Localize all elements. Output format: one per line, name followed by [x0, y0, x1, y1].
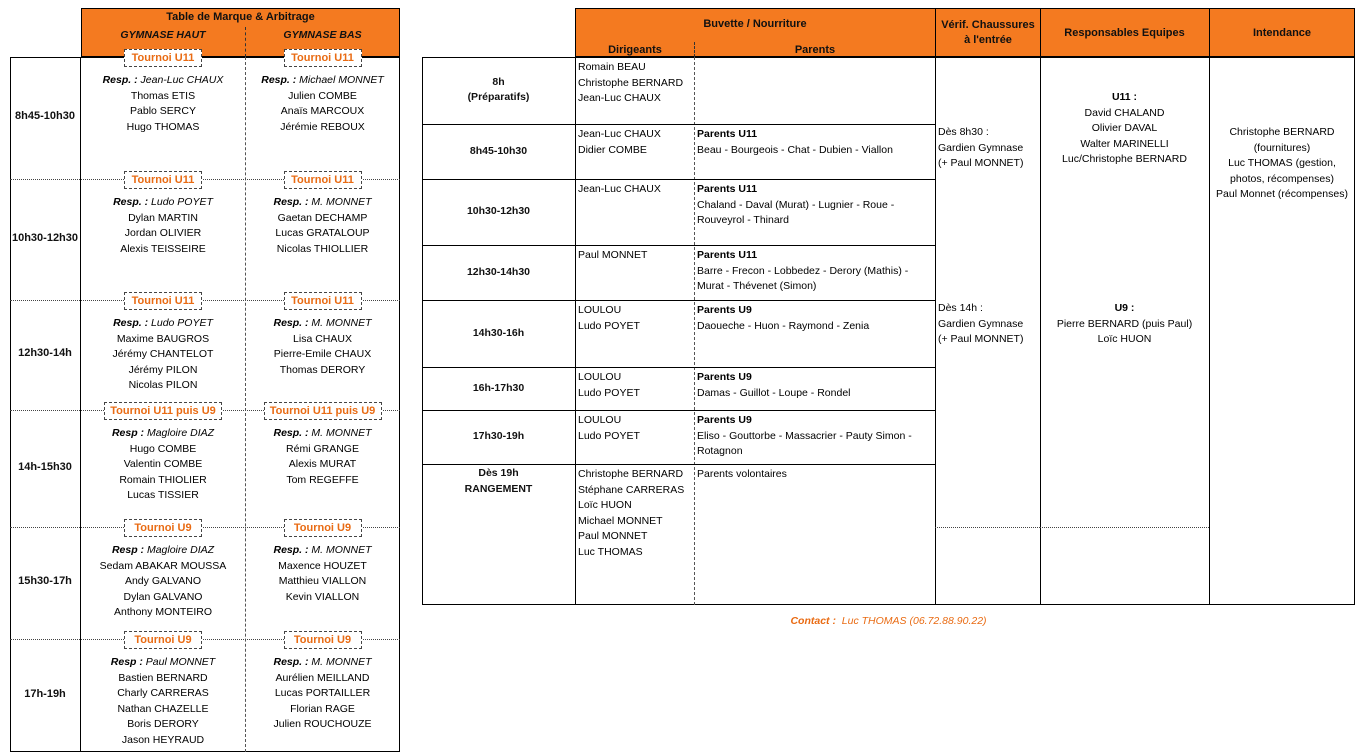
- dirigeant-name: Paul MONNET: [578, 530, 648, 543]
- gym-cell: [245, 543, 400, 605]
- head-buvette: Buvette / Nourriture: [703, 18, 807, 30]
- person-name: Maxime BAUGROS: [116, 332, 210, 345]
- dirigeant-name: LOULOU: [578, 414, 622, 426]
- dirigeant-name: LOULOU: [578, 304, 622, 316]
- person-name: Bastien BERNARD: [118, 671, 208, 684]
- resp-name: Paul MONNET: [142, 656, 216, 668]
- time-line: 16h-17h30: [472, 381, 525, 394]
- resp-name: Ludo POYET: [148, 317, 213, 329]
- gym-cell: [81, 655, 245, 749]
- text-line: Luc THOMAS (gestion,: [1228, 157, 1336, 170]
- resp-label: Resp :: [110, 656, 143, 668]
- head-intendance: Intendance: [1252, 27, 1312, 39]
- dirigeant-name: Paul MONNET: [578, 249, 648, 261]
- r-div-verif: [935, 57, 936, 605]
- head-dirigeants: Dirigeants: [608, 44, 662, 56]
- resp-line: [81, 655, 245, 671]
- text-line: Dès 8h30 :: [938, 126, 989, 138]
- gym-cell: [81, 73, 245, 135]
- person-name: Nathan CHAZELLE: [117, 702, 209, 715]
- resp-u11: [1040, 90, 1209, 168]
- row-divider: [422, 245, 935, 246]
- resp-line: [245, 543, 400, 559]
- person-name: Pablo SERCY: [130, 105, 196, 118]
- row-divider: [422, 300, 935, 301]
- time-label: 17h-19h: [24, 687, 66, 700]
- head-verif: Vérif. Chaussures à l'entrée: [941, 19, 1035, 46]
- text-line: Pierre BERNARD (puis Paul): [1056, 317, 1193, 330]
- parents-cell: [697, 467, 929, 483]
- parents-group: Parents U11: [697, 249, 758, 261]
- person-name: Lisa CHAUX: [293, 332, 352, 345]
- time-label: [422, 381, 575, 397]
- person-name: Gaetan DECHAMP: [277, 211, 368, 224]
- resp-name: Michael MONNET: [296, 74, 384, 86]
- gym-cell: [81, 543, 245, 621]
- resp-label: Resp. :: [273, 196, 309, 208]
- text-line: Olivier DAVAL: [1091, 122, 1158, 135]
- tournament-tag: Tournoi U11 puis U9: [104, 402, 222, 420]
- text-line: Christophe BERNARD: [1229, 126, 1335, 138]
- time-line: 10h30-12h30: [466, 205, 531, 217]
- parents-list: Beau - Bourgeois - Chat - Dubien - Viallon: [697, 143, 893, 156]
- gym-cell: [245, 426, 400, 488]
- person-name: Jérémy PILON: [128, 363, 198, 376]
- resp-u9: [1040, 301, 1209, 348]
- text-line: Paul Monnet (récompenses): [1216, 188, 1348, 201]
- contact-line: [422, 615, 1355, 627]
- resp-name: Magloire DIAZ: [144, 427, 215, 439]
- person-name: Florian RAGE: [290, 702, 355, 715]
- dirigeants-cell: [578, 182, 693, 198]
- dirigeant-name: Didier COMBE: [578, 143, 647, 156]
- time-label: [422, 429, 575, 445]
- person-name: Sedam ABAKAR MOUSSA: [99, 559, 227, 572]
- resp-name: M. MONNET: [308, 544, 372, 556]
- gym-cell: [245, 73, 400, 135]
- dirigeants-cell: [578, 60, 693, 107]
- text-line: U9 :: [1114, 302, 1135, 314]
- tournament-tag: Tournoi U11: [124, 49, 202, 67]
- resp-name: Magloire DIAZ: [144, 544, 215, 556]
- time-line: 17h30-19h: [472, 430, 525, 442]
- person-name: Alexis MURAT: [288, 458, 357, 471]
- dirigeant-name: Jean-Luc CHAUX: [578, 128, 661, 140]
- intendance-list: [1209, 125, 1355, 203]
- dirigeants-cell: [578, 467, 693, 561]
- resp-line: [81, 426, 245, 442]
- resp-name: M. MONNET: [308, 427, 372, 439]
- text-line: (+ Paul MONNET): [938, 157, 1024, 170]
- person-name: Nicolas PILON: [128, 379, 198, 392]
- tournament-tag: Tournoi U9: [124, 519, 202, 537]
- time-label: 10h30-12h30: [11, 231, 79, 244]
- time-line: RANGEMENT: [464, 482, 533, 495]
- dirigeant-name: Luc THOMAS: [578, 545, 643, 558]
- parents-cell: [697, 127, 929, 158]
- text-line: U11 :: [1111, 91, 1138, 103]
- tournament-tag: Tournoi U11: [284, 171, 362, 189]
- person-name: Anaïs MARCOUX: [280, 105, 365, 118]
- person-name: Jérémy CHANTELOT: [112, 348, 214, 361]
- resp-name: Jean-Luc CHAUX: [137, 74, 224, 86]
- person-name: Pierre-Emile CHAUX: [273, 348, 372, 361]
- person-name: Maxence HOUZET: [278, 559, 367, 572]
- dirigeant-name: Ludo POYET: [578, 386, 640, 399]
- row-divider: [422, 464, 935, 465]
- time-label: 15h30-17h: [18, 575, 72, 587]
- row-divider: [422, 179, 935, 180]
- parents-group: Parents U9: [697, 371, 752, 383]
- person-name: Jérémie REBOUX: [280, 120, 365, 133]
- time-line: Dès 19h: [478, 467, 519, 479]
- time-line: 14h30-16h: [472, 326, 525, 339]
- time-col-divider: [80, 57, 81, 752]
- gym-cell: [245, 316, 400, 378]
- row-divider: [422, 367, 935, 368]
- parents-list: Parents volontaires: [697, 468, 787, 480]
- text-line: Gardien Gymnase: [938, 141, 1024, 154]
- resp-name: M. MONNET: [308, 196, 372, 208]
- dirigeant-name: Loïc HUON: [578, 499, 632, 512]
- person-name: Dylan GALVANO: [123, 590, 203, 603]
- tournament-tag: Tournoi U9: [284, 519, 362, 537]
- right-header-div1: [935, 8, 936, 57]
- resp-line: [81, 73, 245, 89]
- person-name: Jason HEYRAUD: [121, 733, 205, 746]
- time-line: 8h45-10h30: [469, 144, 528, 157]
- time-label: [422, 204, 575, 220]
- parents-cell: [697, 303, 929, 334]
- time-label: [422, 326, 575, 342]
- person-name: Matthieu VIALLON: [278, 575, 367, 588]
- parents-cell: [697, 248, 929, 295]
- person-name: Anthony MONTEIRO: [113, 606, 213, 619]
- tournament-tag: Tournoi U9: [124, 631, 202, 649]
- person-name: Tom REGEFFE: [286, 473, 359, 486]
- person-name: Lucas PORTAILLER: [274, 687, 371, 700]
- parents-list: Chaland - Daval (Murat) - Lugnier - Roue - Rouveyrol - Thinard: [697, 198, 895, 227]
- person-name: Julien ROUCHOUZE: [273, 718, 372, 731]
- time-line: (Préparatifs): [467, 91, 530, 104]
- dirigeant-name: Christophe BERNARD: [578, 76, 684, 89]
- gym-col-divider: [245, 57, 246, 752]
- text-line: Loïc HUON: [1097, 333, 1152, 346]
- dirigeant-name: Romain BEAU: [578, 61, 646, 73]
- person-name: Lucas GRATALOUP: [275, 227, 370, 240]
- time-label: 12h30-14h: [18, 347, 72, 359]
- row-divider: [422, 410, 935, 411]
- dirigeants-cell: [578, 413, 693, 444]
- dirigeant-name: Stéphane CARRERAS: [578, 483, 685, 496]
- resp-line: [245, 73, 400, 89]
- resp-line: [245, 316, 400, 332]
- text-line: Walter MARINELLI: [1080, 137, 1169, 150]
- time-label: [422, 144, 575, 160]
- person-name: Valentin COMBE: [123, 458, 203, 471]
- text-line: (+ Paul MONNET): [938, 333, 1024, 346]
- col-gymnase-bas: GYMNASE BAS: [283, 29, 362, 41]
- person-name: Jordan OLIVIER: [124, 227, 202, 240]
- tournament-tag: Tournoi U11 puis U9: [264, 402, 382, 420]
- parents-group: Parents U11: [697, 183, 758, 195]
- time-label: [422, 75, 575, 106]
- parents-cell: [697, 413, 929, 460]
- row-divider: [422, 124, 935, 125]
- resp-line: [245, 426, 400, 442]
- time-line: 12h30-14h30: [466, 265, 531, 278]
- parents-group: Parents U9: [697, 414, 752, 426]
- gym-cell: [245, 195, 400, 257]
- time-line: 8h: [492, 75, 505, 88]
- r-div-dash: [694, 57, 695, 605]
- dirigeants-cell: [578, 127, 693, 158]
- dirigeant-name: Ludo POYET: [578, 319, 640, 332]
- person-name: Romain THIOLIER: [119, 473, 207, 486]
- tournament-tag: Tournoi U11: [124, 171, 202, 189]
- person-name: Lucas TISSIER: [127, 489, 199, 502]
- head-resp-equipes: Responsables Equipes: [1064, 27, 1185, 39]
- resp-label: Resp :: [111, 544, 145, 556]
- gym-cell: [245, 655, 400, 733]
- col-gymnase-haut: GYMNASE HAUT: [120, 29, 206, 41]
- person-name: Kevin VIALLON: [285, 590, 360, 603]
- gym-cell: [81, 426, 245, 504]
- person-name: Hugo THOMAS: [126, 120, 200, 133]
- contact-value: Luc THOMAS (06.72.88.90.22): [841, 615, 987, 627]
- resp-name: M. MONNET: [308, 656, 372, 668]
- person-name: Dylan MARTIN: [128, 211, 198, 224]
- resp-label: Resp. :: [273, 317, 309, 329]
- resp-label: Resp. :: [102, 74, 138, 86]
- person-name: Alexis TEISSEIRE: [120, 242, 206, 255]
- resp-label: Resp. :: [273, 656, 309, 668]
- resp-line: [81, 316, 245, 332]
- time-label: 14h-15h30: [18, 460, 72, 473]
- dirigeants-cell: [578, 248, 693, 264]
- text-line: photos, récompenses): [1230, 172, 1334, 185]
- dirigeants-cell: [578, 370, 693, 401]
- r-verif-dotted: [935, 527, 1040, 528]
- person-name: Hugo COMBE: [129, 442, 197, 455]
- parents-group: Parents U11: [697, 128, 758, 140]
- parents-list: Daoueche - Huon - Raymond - Zenia: [697, 319, 870, 332]
- time-label: [422, 265, 575, 281]
- parents-cell: [697, 370, 929, 401]
- tournament-tag: Tournoi U9: [284, 631, 362, 649]
- dirigeant-name: Jean-Luc CHAUX: [578, 92, 661, 105]
- resp-name: Ludo POYET: [148, 196, 213, 208]
- parents-cell: [697, 182, 929, 229]
- verif-afternoon: [938, 301, 1038, 348]
- r-resp-dotted: [1040, 527, 1209, 528]
- parents-list: Damas - Guillot - Loupe - Rondel: [697, 386, 851, 399]
- time-label: 8h45-10h30: [15, 110, 75, 122]
- resp-line: [245, 195, 400, 211]
- text-line: (fournitures): [1253, 141, 1311, 154]
- gym-cell: [81, 195, 245, 257]
- person-name: Andy GALVANO: [124, 575, 202, 588]
- r-div-time: [575, 57, 576, 605]
- dirigeant-name: Michael MONNET: [578, 514, 663, 527]
- dirigeant-name: Christophe BERNARD: [578, 468, 684, 480]
- text-line: David CHALAND: [1084, 106, 1165, 119]
- parents-list: Eliso - Gouttorbe - Massacrier - Pauty Simon - Rotagnon: [697, 429, 912, 458]
- text-line: Luc/Christophe BERNARD: [1062, 153, 1187, 166]
- person-name: Julien COMBE: [288, 89, 357, 102]
- person-name: Rémi GRANGE: [286, 442, 359, 455]
- time-label: [422, 466, 575, 497]
- dirigeant-name: LOULOU: [578, 371, 622, 383]
- resp-line: [81, 195, 245, 211]
- person-name: Boris DERORY: [127, 718, 199, 731]
- resp-label: Resp. :: [261, 74, 297, 86]
- dirigeant-name: Ludo POYET: [578, 429, 640, 442]
- gym-cell: [81, 316, 245, 394]
- contact-label: Contact :: [790, 615, 836, 627]
- verif-morning: [938, 125, 1038, 172]
- dirigeants-cell: [578, 303, 693, 334]
- tournament-tag: Tournoi U11: [284, 49, 362, 67]
- resp-label: Resp. :: [273, 544, 309, 556]
- resp-line: [245, 655, 400, 671]
- person-name: Nicolas THIOLLIER: [276, 242, 369, 255]
- person-name: Thomas ETIS: [130, 89, 196, 102]
- tournament-tag: Tournoi U11: [124, 292, 202, 310]
- person-name: Aurélien MEILLAND: [275, 671, 370, 684]
- text-line: Dès 14h :: [938, 302, 983, 314]
- resp-label: Resp. :: [113, 317, 149, 329]
- parents-group: Parents U9: [697, 304, 752, 316]
- person-name: Thomas DERORY: [279, 363, 366, 376]
- resp-label: Resp. :: [273, 427, 309, 439]
- head-parents: Parents: [794, 44, 836, 56]
- resp-label: Resp :: [111, 427, 145, 439]
- person-name: Charly CARRERAS: [117, 687, 209, 700]
- parents-list: Barre - Frecon - Lobbedez - Derory (Mathis) - Murat - Thévenet (Simon): [697, 264, 909, 293]
- dirigeant-name: Jean-Luc CHAUX: [578, 183, 661, 195]
- resp-name: M. MONNET: [308, 317, 372, 329]
- text-line: Gardien Gymnase: [938, 317, 1024, 330]
- left-title: Table de Marque & Arbitrage: [166, 11, 315, 23]
- tournament-tag: Tournoi U11: [284, 292, 362, 310]
- resp-label: Resp. :: [113, 196, 149, 208]
- resp-line: [81, 543, 245, 559]
